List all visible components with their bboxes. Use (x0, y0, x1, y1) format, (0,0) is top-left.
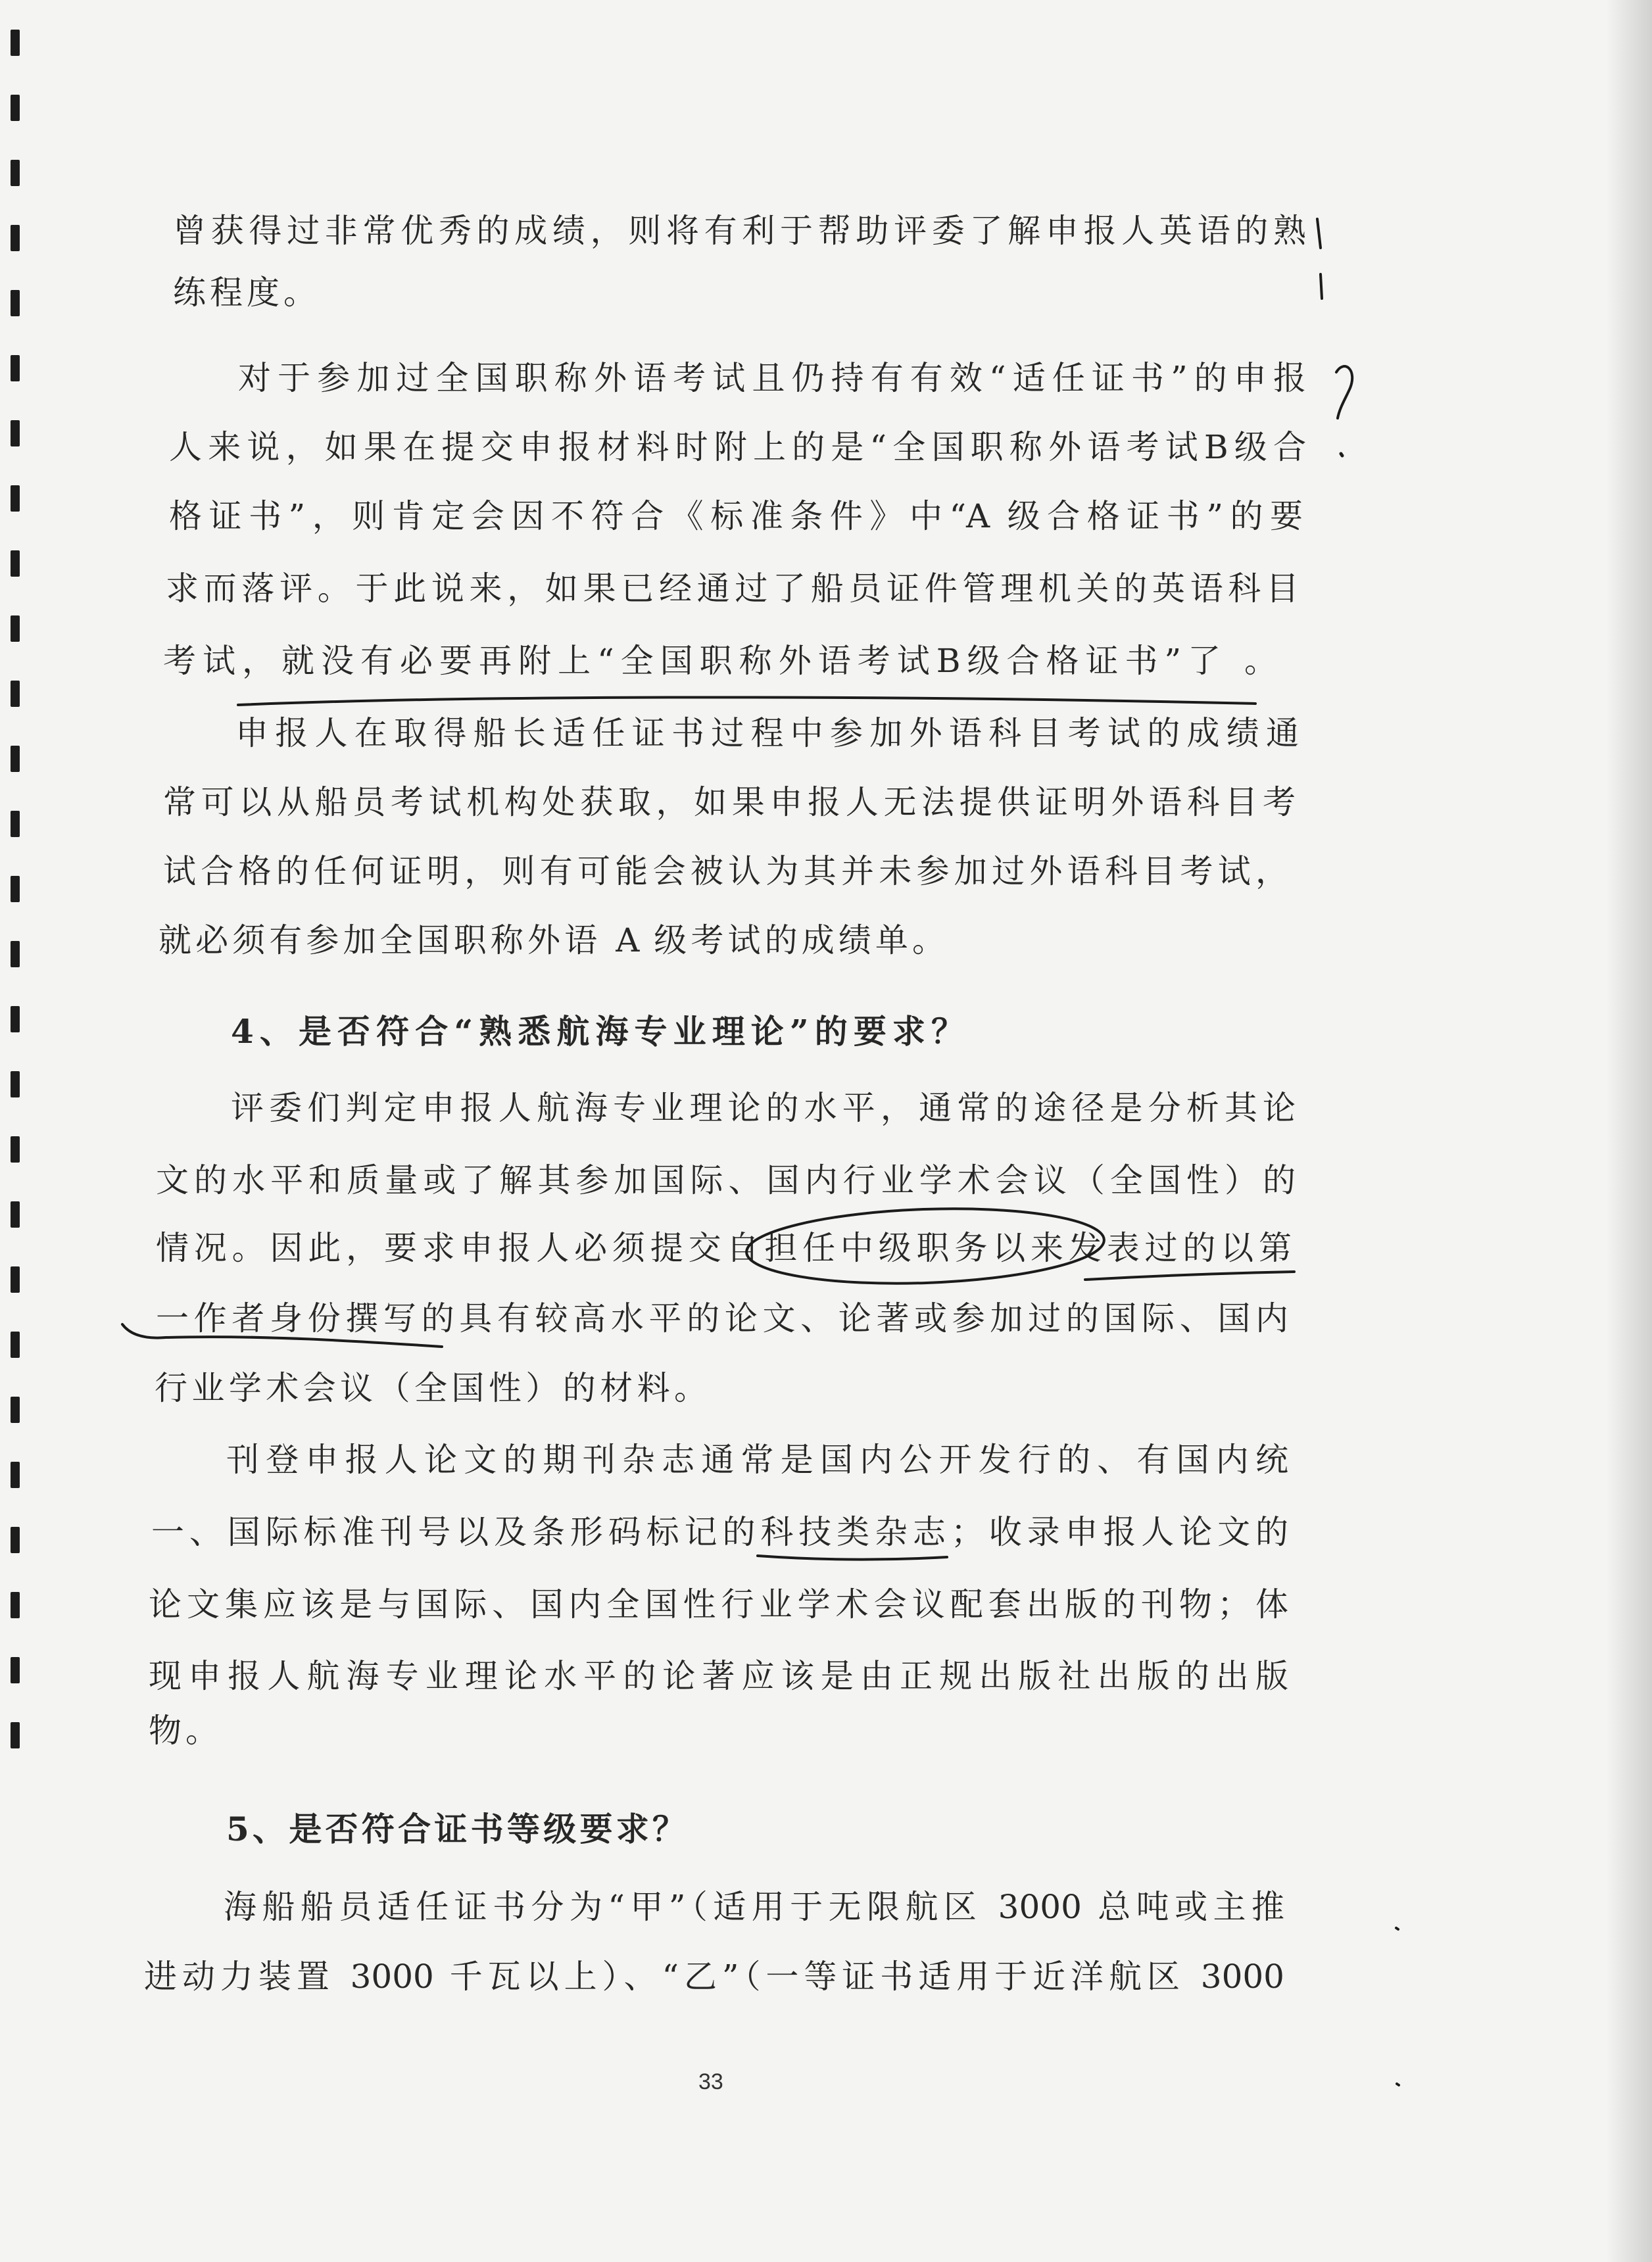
binding-hole (11, 355, 20, 381)
binding-hole (11, 1527, 20, 1553)
paragraph-line: 练程度。 (173, 274, 320, 312)
binding-hole (11, 1006, 20, 1032)
binding-hole (11, 160, 20, 186)
scan-speck (1396, 1928, 1398, 1929)
section-heading-4: 4、是否符合“熟悉航海专业理论”的要求？ (231, 1012, 964, 1051)
binding-hole (11, 1136, 20, 1163)
handwritten-underline (758, 1556, 947, 1560)
binding-hole (11, 1592, 20, 1618)
paragraph-line: 情况。因此，要求申报人必须提交自担任中级职务以来发表过的以第 (156, 1229, 1292, 1267)
paragraph-line: 一、国际标准刊号以及条形码标记的科技类杂志；收录申报人论文的 (151, 1513, 1288, 1551)
binding-hole (11, 1397, 20, 1423)
binding-hole (11, 615, 20, 642)
paragraph-line: 现申报人航海专业理论水平的论著应该是由正规出版社出版的出版 (149, 1657, 1288, 1695)
binding-hole (11, 1462, 20, 1488)
paragraph-line: 求而落评。于此说来，如果已经通过了船员证件管理机关的英语科目 (166, 569, 1299, 608)
handwritten-question-mark (1336, 366, 1352, 418)
paragraph-line: 进动力装置 3000 千瓦以上）、“乙”（一等证书适用于近洋航区 3000 (144, 1958, 1284, 1996)
paragraph-line: 一作者身份撰写的具有较高水平的论文、论著或参加过的国际、国内 (156, 1299, 1288, 1337)
binding-hole (11, 485, 20, 512)
handwritten-underline (238, 697, 1255, 705)
paragraph-line: 格证书”，则肯定会因不符合《标准条件》中“A 级合格证书”的要 (169, 497, 1303, 535)
paragraph-line: 论文集应该是与国际、国内全国性行业学术会议配套出版的刊物；体 (149, 1585, 1288, 1624)
page-number: 33 (698, 2069, 723, 2094)
paragraph-line: 试合格的任何证明，则有可能会被认为其并未参加过外语科目考试， (163, 852, 1288, 890)
section-heading-5: 5、是否符合证书等级要求？ (226, 1810, 685, 1848)
paragraph-line: 申报人在取得船长适任证书过程中参加外语科目考试的成绩通 (235, 714, 1299, 752)
binding-hole (11, 1201, 20, 1228)
binding-hole (11, 811, 20, 837)
paragraph-line: 就必须有参加全国职称外语 A 级考试的成绩单。 (158, 921, 945, 959)
binding-hole (11, 1266, 20, 1293)
paragraph-line: 刊登申报人论文的期刊杂志通常是国内公开发行的、有国内统 (226, 1441, 1288, 1479)
handwritten-tick-mark (1317, 219, 1321, 248)
binding-hole (11, 941, 20, 967)
binding-hole (11, 746, 20, 772)
scan-speck (1397, 2084, 1399, 2085)
binding-hole (11, 30, 20, 56)
paragraph-line: 行业学术会议（全国性）的材料。 (155, 1369, 707, 1407)
paragraph-line: 物。 (149, 1712, 222, 1750)
handwritten-tick-mark (1321, 274, 1322, 299)
paragraph-line: 评委们判定申报人航海专业理论的水平，通常的途径是分析其论 (231, 1089, 1296, 1127)
binding-hole (11, 1657, 20, 1683)
binding-hole (11, 420, 20, 446)
paragraph-line: 常可以从船员考试机构处获取，如果申报人无法提供证明外语科目考 (163, 783, 1296, 821)
binding-hole (11, 876, 20, 902)
paragraph-line: 人来说，如果在提交申报材料时附上的是“全国职称外语考试B级合 (169, 428, 1306, 466)
binding-hole (11, 681, 20, 707)
paragraph-line: 对于参加过全国职称外语考试且仍持有有效“适任证书”的申报 (238, 359, 1306, 397)
binding-hole (11, 1332, 20, 1358)
paragraph-line: 考试，就没有必要再附上“全国职称外语考试B级合格证书”了 。 (163, 642, 1277, 680)
paragraph-line: 海船船员适任证书分为“甲”（适用于无限航区 3000 总吨或主推 (224, 1888, 1284, 1926)
binding-hole (11, 550, 20, 577)
handwritten-underline (1085, 1272, 1294, 1280)
handwritten-dot (1341, 454, 1342, 456)
binding-hole (11, 1722, 20, 1748)
page-edge-shadow (1606, 0, 1652, 2262)
binding-hole (11, 1071, 20, 1097)
paragraph-line: 文的水平和质量或了解其参加国际、国内行业学术会议（全国性）的 (156, 1161, 1296, 1199)
binding-hole (11, 95, 20, 121)
binding-hole (11, 225, 20, 251)
paragraph-line: 曾获得过非常优秀的成绩，则将有利于帮助评委了解申报人英语的熟 (173, 212, 1306, 250)
binding-hole (11, 290, 20, 316)
